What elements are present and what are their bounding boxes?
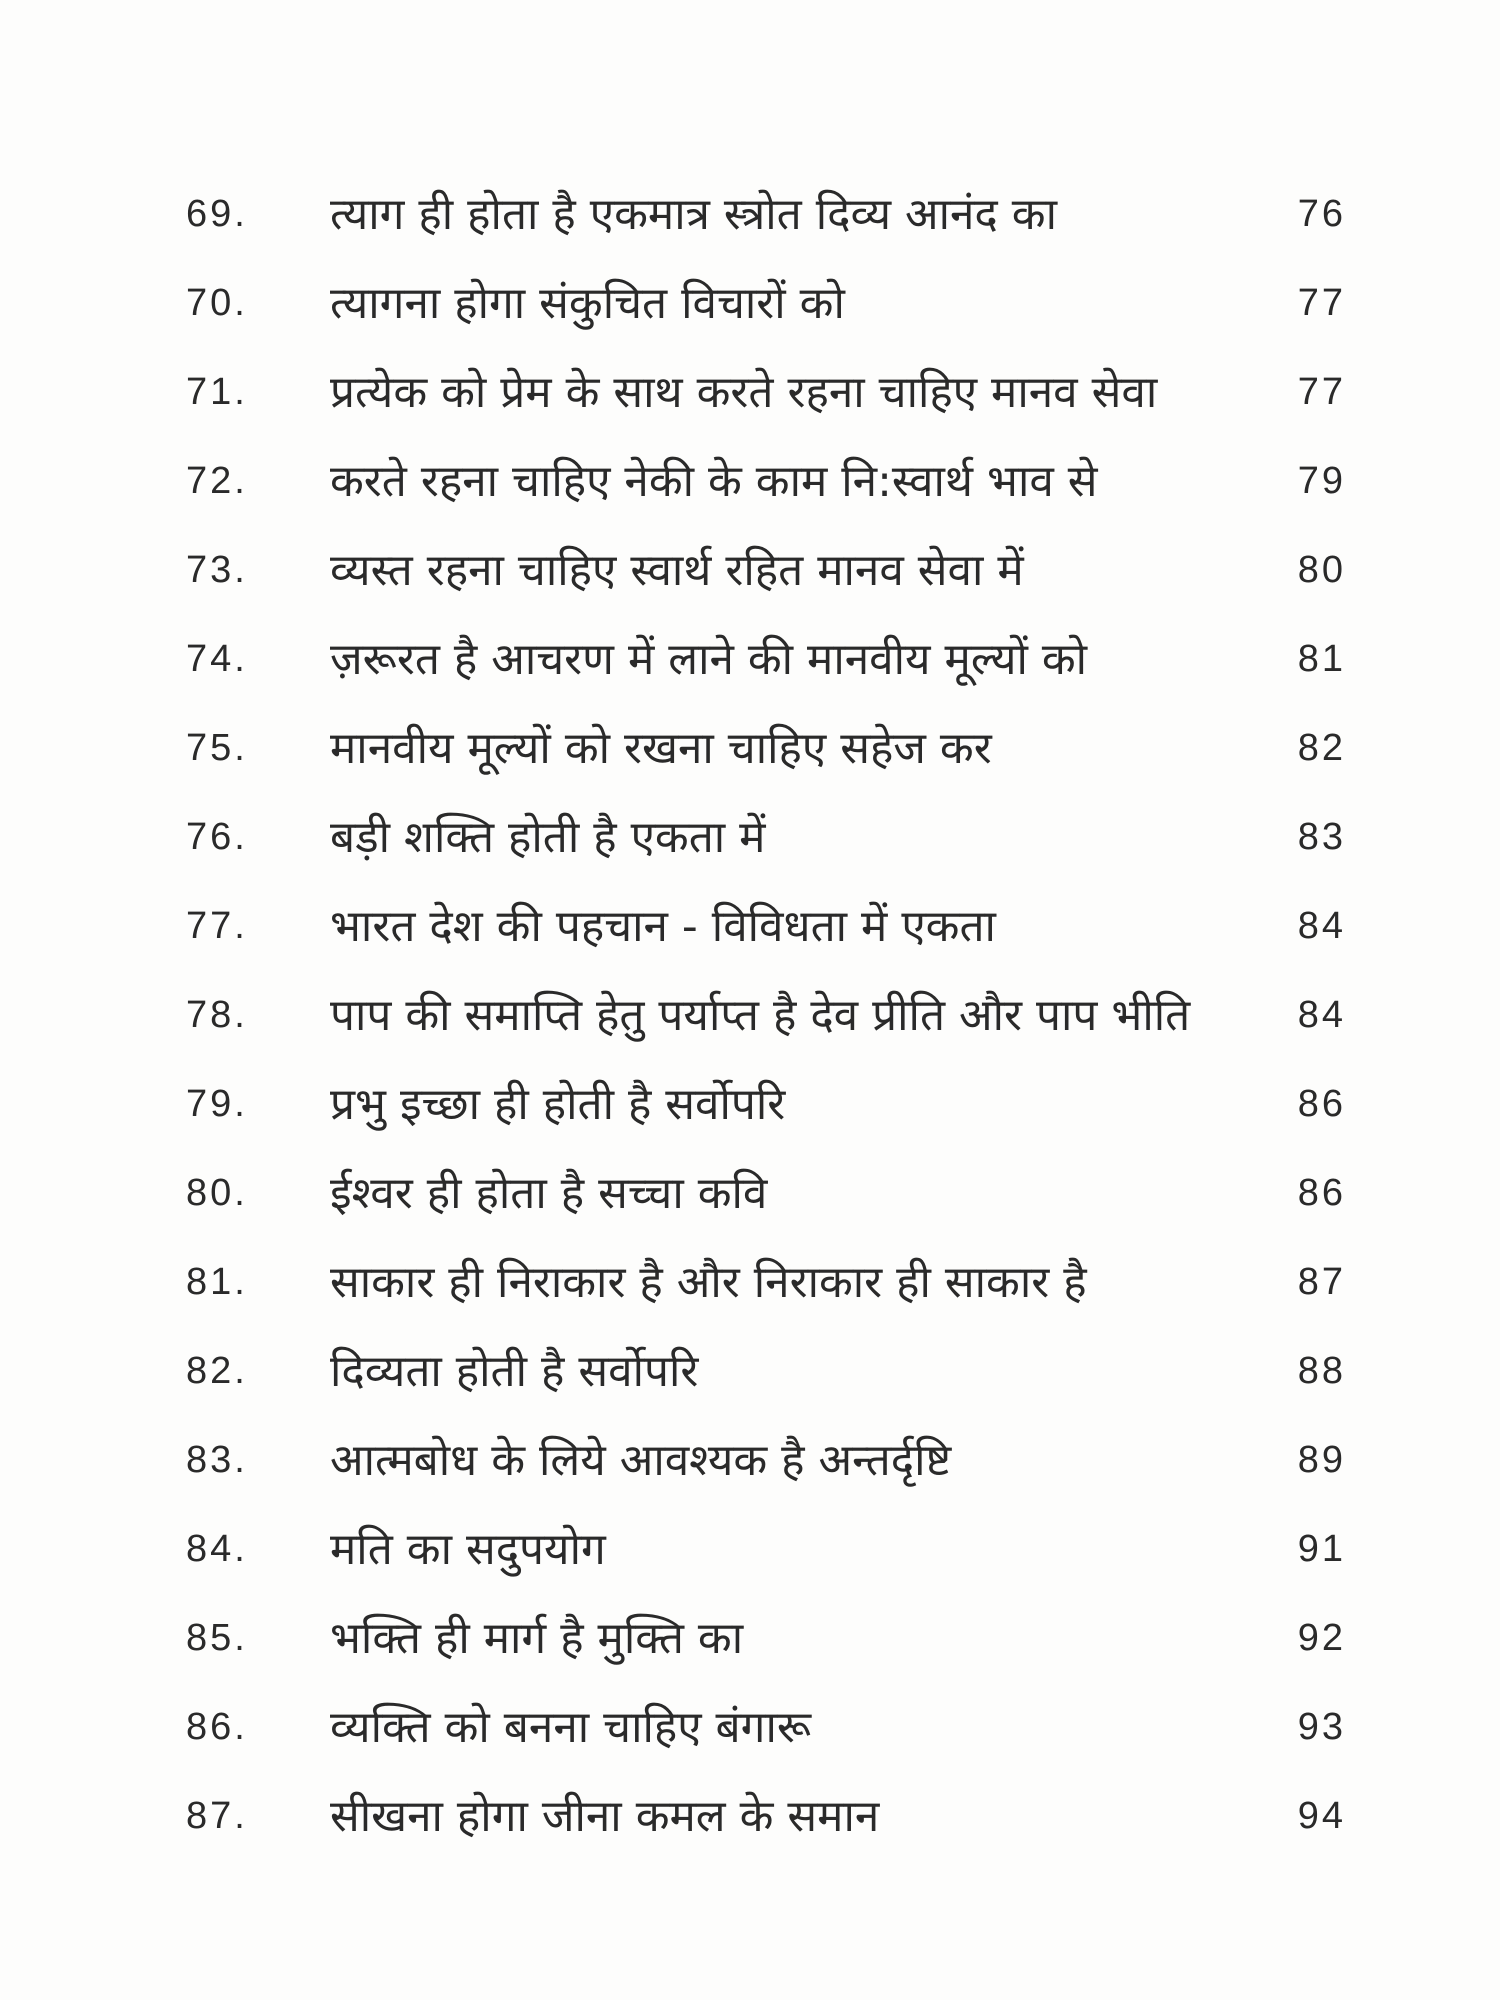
toc-entry-title: भारत देश की पहचान - विविधता में एकता: [330, 901, 996, 952]
toc-entry-page-number: 83: [1297, 816, 1346, 858]
toc-entry-number: 80.: [186, 1172, 248, 1214]
toc-entry-number: 81.: [186, 1261, 248, 1303]
toc-entry: [0, 348, 1500, 437]
toc-entry-title: प्रभु इच्छा ही होती है सर्वोपरि: [330, 1079, 786, 1130]
toc-entry-number: 69.: [186, 193, 248, 235]
toc-entry-title: मानवीय मूल्यों को रखना चाहिए सहेज कर: [330, 723, 992, 774]
toc-entry-page-number: 77: [1297, 282, 1346, 324]
toc-entry-page-number: 77: [1297, 371, 1346, 413]
toc-entry: [0, 1416, 1500, 1505]
toc-entry: [0, 526, 1500, 615]
toc-entry-number: 71.: [186, 371, 248, 413]
toc-entry: [0, 1505, 1500, 1594]
toc-entry-page-number: 79: [1297, 460, 1346, 502]
toc-entry-number: 79.: [186, 1083, 248, 1125]
toc-entry-title: बड़ी शक्ति होती है एकता में: [330, 812, 766, 863]
toc-entry-page-number: 81: [1297, 638, 1346, 680]
toc-entry-page-number: 91: [1297, 1528, 1346, 1570]
toc-entry-title: सीखना होगा जीना कमल के समान: [330, 1791, 880, 1842]
toc-entry: [0, 1060, 1500, 1149]
toc-entry-title: ज़रूरत है आचरण में लाने की मानवीय मूल्यों को: [330, 634, 1088, 685]
toc-entry: [0, 1327, 1500, 1416]
toc-entry-number: 87.: [186, 1795, 248, 1837]
toc-entry-number: 78.: [186, 994, 248, 1036]
toc-entry-title: पाप की समाप्ति हेतु पर्याप्त है देव प्रीति और पाप भीति: [330, 990, 1191, 1041]
toc-entry-page-number: 92: [1297, 1617, 1346, 1659]
toc-entry-title: व्यस्त रहना चाहिए स्वार्थ रहित मानव सेवा में: [330, 545, 1024, 596]
toc-entry-number: 83.: [186, 1439, 248, 1481]
toc-entry: [0, 1149, 1500, 1238]
toc-entry-title: भक्ति ही मार्ग है मुक्ति का: [330, 1613, 744, 1664]
toc-entry-page-number: 82: [1297, 727, 1346, 769]
toc-entry-number: 74.: [186, 638, 248, 680]
toc-entry-title: ईश्वर ही होता है सच्चा कवि: [330, 1168, 768, 1219]
toc-entry-number: 72.: [186, 460, 248, 502]
toc-entry-number: 73.: [186, 549, 248, 591]
toc-entry: [0, 615, 1500, 704]
toc-entry-number: 70.: [186, 282, 248, 324]
toc-entry: [0, 1772, 1500, 1861]
toc-entry: [0, 259, 1500, 348]
toc-entry-page-number: 86: [1297, 1172, 1346, 1214]
toc-entry-title: साकार ही निराकार है और निराकार ही साकार है: [330, 1257, 1087, 1308]
toc-entry-number: 76.: [186, 816, 248, 858]
toc-entry-number: 86.: [186, 1706, 248, 1748]
toc-entry-number: 82.: [186, 1350, 248, 1392]
toc-entry-title: मति का सदुपयोग: [330, 1524, 606, 1575]
toc-entry-page-number: 84: [1297, 994, 1346, 1036]
toc-entry-page-number: 89: [1297, 1439, 1346, 1481]
toc-entry: [0, 437, 1500, 526]
toc-entry-number: 85.: [186, 1617, 248, 1659]
toc-entry-title: व्यक्ति को बनना चाहिए बंगारू: [330, 1702, 812, 1753]
toc-entry-page-number: 84: [1297, 905, 1346, 947]
toc-entry-title: करते रहना चाहिए नेकी के काम नि:स्वार्थ भाव से: [330, 456, 1098, 507]
toc-entry-page-number: 86: [1297, 1083, 1346, 1125]
toc-entry-page-number: 88: [1297, 1350, 1346, 1392]
toc-entry-title: त्याग ही होता है एकमात्र स्त्रोत दिव्य आनंद का: [330, 189, 1057, 240]
toc-entry-title: त्यागना होगा संकुचित विचारों को: [330, 278, 845, 329]
table-of-contents: [0, 170, 1500, 1861]
toc-entry: [0, 704, 1500, 793]
toc-entry: [0, 793, 1500, 882]
toc-entry-number: 75.: [186, 727, 248, 769]
toc-entry-page-number: 80: [1297, 549, 1346, 591]
toc-entry-title: दिव्यता होती है सर्वोपरि: [330, 1346, 699, 1397]
toc-entry: [0, 971, 1500, 1060]
toc-entry-page-number: 94: [1297, 1795, 1346, 1837]
toc-entry: [0, 1683, 1500, 1772]
toc-entry: [0, 882, 1500, 971]
toc-entry-page-number: 87: [1297, 1261, 1346, 1303]
toc-entry-number: 84.: [186, 1528, 248, 1570]
toc-entry: [0, 170, 1500, 259]
toc-entry: [0, 1594, 1500, 1683]
toc-entry: [0, 1238, 1500, 1327]
toc-entry-page-number: 76: [1297, 193, 1346, 235]
toc-entry-page-number: 93: [1297, 1706, 1346, 1748]
toc-entry-title: आत्मबोध के लिये आवश्यक है अन्तर्दृष्टि: [330, 1435, 952, 1486]
toc-entry-number: 77.: [186, 905, 248, 947]
toc-entry-title: प्रत्येक को प्रेम के साथ करते रहना चाहिए मानव सेवा: [330, 367, 1158, 418]
